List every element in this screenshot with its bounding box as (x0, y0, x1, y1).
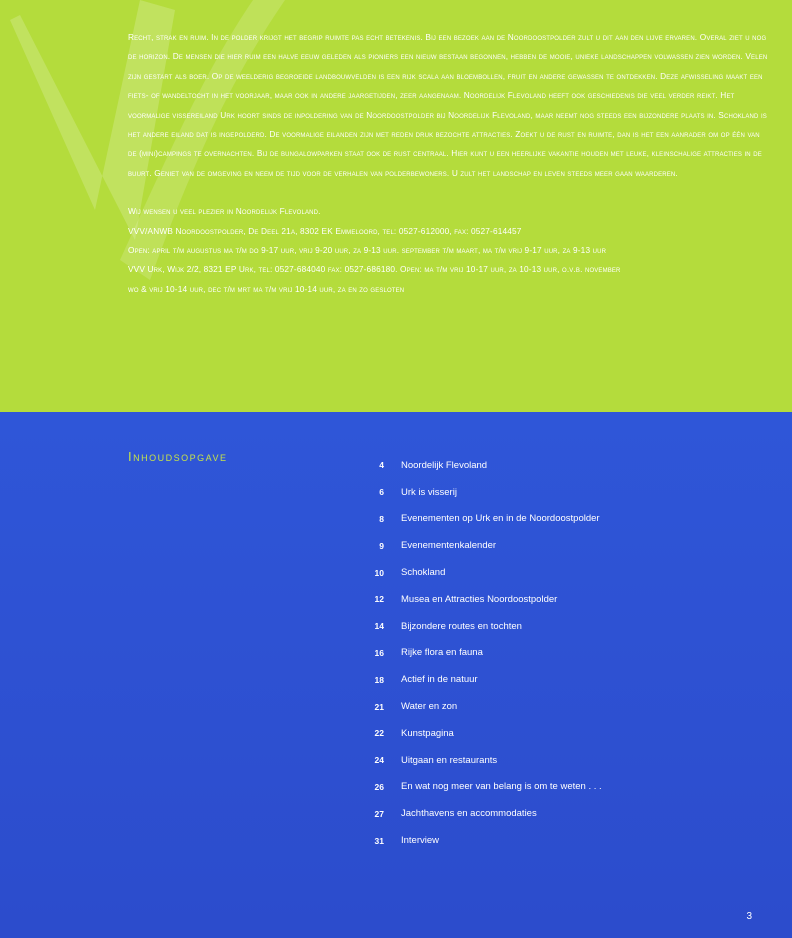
toc-label: Urk is visserij (401, 486, 457, 498)
page-number: 3 (746, 911, 752, 922)
toc-label: Actief in de natuur (401, 674, 478, 686)
toc-item[interactable] (356, 532, 676, 559)
toc-page-number: 12 (374, 594, 384, 605)
toc-label: Bijzondere routes en tochten (401, 620, 522, 632)
toc-title: Inhoudsopgave (128, 449, 228, 464)
vvv-urk-hours: wo & vrij 10-14 uur, dec t/m mrt ma t/m vrij 10-14 uur, za en zo gesloten (128, 283, 405, 294)
toc-item[interactable] (356, 559, 676, 586)
toc-page-number: 6 (379, 487, 384, 498)
intro-wish: Wij wensen u veel plezier in Noordelijk Flevoland. (128, 206, 321, 217)
toc-item[interactable] (356, 479, 676, 506)
toc-page-number: 27 (374, 808, 384, 819)
toc-page-number: 10 (374, 567, 384, 578)
toc-label: Schokland (401, 567, 446, 579)
vvv-emmeloord-address: VVV/ANWB Noordoostpolder, De Deel 21a, 8302 EK Emmeloord, tel: 0527-612000, fax: 0527-614457 (128, 225, 522, 236)
vvv-emmeloord-hours: Open: april t/m augustus ma t/m do 9-17 uur, vrij 9-20 uur, za 9-13 uur. september t/m maart, ma t/m vrij 9-17 uur, za 9-13 uur (128, 245, 607, 256)
toc-item[interactable] (356, 827, 676, 854)
toc-item[interactable] (356, 774, 676, 801)
toc-item[interactable] (356, 800, 676, 827)
toc-item[interactable] (356, 693, 676, 720)
toc-page-number: 22 (374, 728, 384, 739)
toc-label: Water en zon (401, 701, 458, 713)
toc-item[interactable] (356, 586, 676, 613)
toc-page-number: 8 (379, 513, 384, 524)
toc-label: Kunstpagina (401, 727, 454, 739)
toc-page-number: 24 (374, 755, 384, 766)
intro-text (128, 28, 768, 299)
toc-page-number: 26 (374, 781, 384, 792)
toc-page-number: 31 (374, 835, 384, 846)
toc-label: Evenementen op Urk en in de Noordoostpolder (401, 513, 600, 525)
intro-panel (0, 0, 792, 412)
toc-panel (0, 412, 792, 938)
toc-label: Rijke flora en fauna (401, 647, 483, 659)
toc-list (356, 452, 676, 854)
toc-page-number: 18 (374, 674, 384, 685)
toc-label: Evenementenkalender (401, 540, 497, 552)
vvv-urk-address: VVV Urk, Wijk 2/2, 8321 EP Urk, tel: 0527-684040 fax: 0527-686180. Open: ma t/m vrij 10-17 uur, za 10-13 uur, o.v.b. november (128, 264, 621, 275)
toc-item[interactable] (356, 640, 676, 667)
toc-item[interactable] (356, 452, 676, 479)
toc-label: Uitgaan en restaurants (401, 754, 498, 766)
toc-page-number: 9 (379, 540, 384, 551)
toc-item[interactable] (356, 666, 676, 693)
toc-item[interactable] (356, 720, 676, 747)
toc-label: Noordelijk Flevoland (401, 459, 488, 471)
toc-label: Musea en Attracties Noordoostpolder (401, 593, 558, 605)
toc-label: Interview (401, 835, 440, 847)
toc-page-number: 4 (379, 460, 384, 471)
toc-item[interactable] (356, 506, 676, 533)
toc-item[interactable] (356, 747, 676, 774)
toc-page-number: 16 (374, 647, 384, 658)
toc-page-number: 21 (374, 701, 384, 712)
intro-paragraph: Recht, strak en ruim. In de polder krijgt het begrip ruimte pas echt betekenis. Bij een bezoek aan de Noordoostpolder zult u dit aan den lijve ervaren. Overal ziet u nog de horizon. De mensen die hier ruim een halve eeuw geleden als pioniers een nieuw bestaan begonnen, hebben de mooie, unieke landschappen volwassen zien worden. Velen zijn gestart als boer. Op de weelderig begroeide landbouwvelden is een rijk scala aan bloembollen, fruit en andere gewassen te ontdekken. Deze afwisseling maakt een fiets- of wandeltocht in het voorjaar, maar ook in andere jaargetijden, zeer aangenaam. Noordelijk Flevoland heeft ook geschiedenis die veel verder reikt. Het voormalige vissereiland Urk hoort sinds de inpoldering van de Noordoostpolder bij Noordelijk Flevoland, maar neemt nog steeds een bijzondere plaats in. Schokland is het andere eiland dat is ingepolderd. De voormalige eilanden zijn met reden druk bezochte attracties. Zoekt u de rust en ruimte, dan is het een aanrader om op één van de (mini)campings te overnachten. Bij de bungalowparken staat ook de rust centraal. Hier kunt u een heerlijke vakantie houden met leuke, kleinschalige attracties in de buurt. Geniet van de omgeving en neem de tijd voor de verhalen van polderbewoners. U zult het landschap en leven steeds meer gaan waarderen. (128, 32, 768, 178)
toc-item[interactable] (356, 613, 676, 640)
toc-label: Jachthavens en accommodaties (401, 808, 537, 820)
toc-label: En wat nog meer van belang is om te weten . . . (401, 781, 602, 793)
toc-page-number: 14 (374, 621, 384, 632)
